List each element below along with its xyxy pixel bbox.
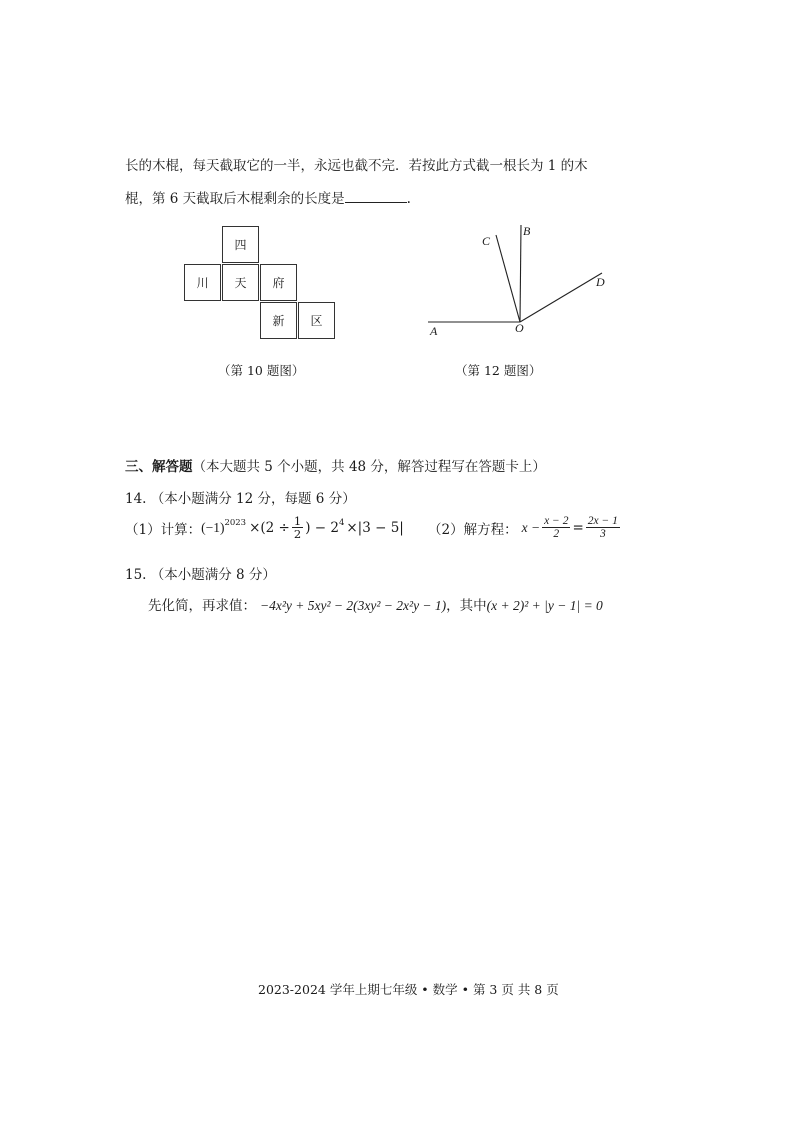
q14-part1-expr-d: ×|3 − 5| (346, 519, 404, 536)
page-footer: 2023-2024 学年上期七年级 • 数学 • 第 3 页 共 8 页 (258, 982, 559, 997)
q14-part2-frac2-num: 2x − 1 (587, 515, 618, 527)
net-cell-top: 四 (222, 226, 259, 263)
q14-part1-label: （1）计算： (125, 521, 202, 538)
q14-part1-expr-b: ×(2 ÷ (249, 519, 290, 536)
q14-part2-eq: = (572, 519, 584, 536)
q14-part1-expr-a: (−1) (201, 519, 225, 535)
q14-part2-fraction2 (586, 515, 620, 540)
q15-expression: −4x²y + 5xy² − 2(3xy² − 2x²y − 1) (260, 598, 447, 613)
section-3-heading (125, 455, 546, 475)
ray-oc (496, 235, 520, 322)
q14-part1-fraction (292, 515, 303, 540)
problem-text-line2 (125, 187, 411, 207)
q14-part2-fraction1 (542, 515, 570, 540)
q15-intro: 先化简，再求值： (148, 598, 256, 614)
net-cell-bottom-left: 新 (260, 302, 297, 339)
figure-10-caption: （第 10 题图） (218, 363, 305, 378)
q15-header: 15. （本小题满分 8 分） (125, 567, 276, 583)
q14-header: 14. （本小题满分 12 分，每题 6 分） (125, 491, 356, 507)
net-cell-right: 府 (260, 264, 297, 301)
q15-condition: (x + 2)² + |y − 1| = 0 (486, 598, 603, 613)
q14-part1-exp: 2023 (224, 517, 247, 528)
label-c: C (482, 234, 491, 248)
figure-12-caption: （第 12 题图） (455, 363, 542, 378)
q14-part2 (428, 515, 622, 540)
label-o: O (515, 321, 524, 335)
problem-text-line2-suffix: . (406, 191, 411, 207)
section-3-title: 三、解答题 (125, 459, 193, 475)
label-a: A (430, 324, 438, 338)
q14-part2-frac1-num: x − 2 (544, 515, 569, 527)
q15-condition-prefix: ，其中 (446, 598, 487, 614)
q14-part1 (125, 515, 404, 540)
net-cell-bottom-right: 区 (298, 302, 335, 339)
label-b: B (523, 224, 531, 238)
label-d: D (596, 275, 605, 289)
problem-text-line2-prefix: 棍，第 6 天截取后木棍剩余的长度是 (125, 191, 345, 207)
q14-part1-exp2: 4 (338, 517, 345, 528)
net-cell-left: 川 (184, 264, 221, 301)
q14-part2-x: x − (521, 519, 541, 535)
q14-part2-label: （2）解方程： (428, 521, 518, 538)
answer-blank (345, 190, 407, 203)
section-3-note: （本大题共 5 个小题，共 48 分，解答过程写在答题卡上） (192, 459, 546, 475)
problem-text-line1: 长的木棍，每天截取它的一半，永远也截不完．若按此方式截一根长为 1 的木 (125, 158, 588, 174)
q14-part2-frac2-den: 3 (599, 528, 606, 540)
ray-od (520, 273, 602, 322)
q14-part2-frac1-den: 2 (553, 528, 560, 540)
q15-body (148, 594, 603, 614)
q14-part1-frac-den: 2 (293, 527, 302, 541)
q14-part1-expr-c: ) − 2 (305, 519, 339, 536)
net-cell-center: 天 (222, 264, 259, 301)
ray-ob (520, 225, 521, 322)
q14-part1-frac-num: 1 (293, 514, 302, 528)
